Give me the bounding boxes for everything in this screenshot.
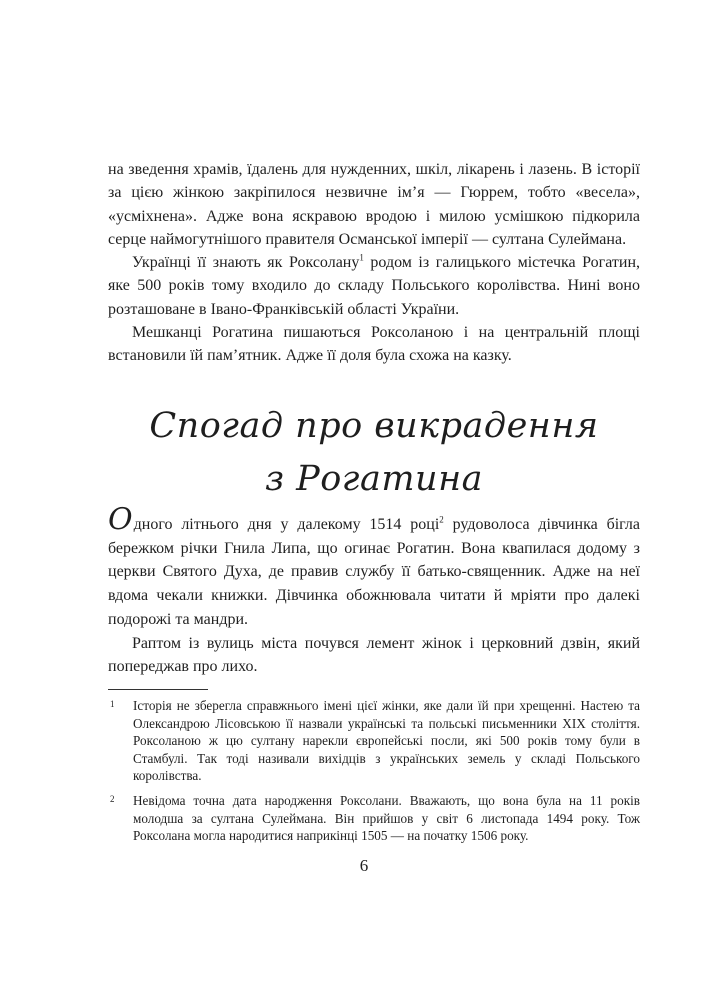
paragraph-monument: Мешканці Рогатина пишаються Роксоланою і на центральній площі встановили їй пам’ятник. Адже її доля була схожа на казку. xyxy=(108,324,640,365)
section-heading xyxy=(108,400,640,506)
story-paragraph-1-end: рудоволоса дівчинка бігла бережком річки Гнила Липа, що огинає Рогатин. Вона квапилася додому з церкви Святого Духа, де правив службу її батько-священник. Адже на неї вдома чекали книжки. Дівчинка обожнювала читати й мріяти про далекі подорожі та мандри. xyxy=(108,516,640,628)
paragraph-roxelana-text-end: родом із галицького містечка Рогатин, яке 500 років тому входило до складу Польського королівства. Нині воно розташоване в Івано-Франківській області України. xyxy=(108,254,641,318)
story-text xyxy=(108,502,640,679)
footnote-number-2: 2 xyxy=(110,793,115,804)
footnote-ref-1[interactable]: 1 xyxy=(359,252,364,263)
page-number: 6 xyxy=(359,856,369,875)
footnote-text-2: Невідома точна дата народження Роксолани. Вважають, що вона була на 11 років молодша за султана Сулеймана. Він прийшов у світ 6 листопада 1494 року. Тож Роксолана могла народитися наприкінці 1505 — на початку 1506 року. xyxy=(133,792,640,844)
footnote-number-1: 1 xyxy=(110,699,115,709)
footnotes xyxy=(108,697,640,852)
footnote-divider xyxy=(108,689,208,690)
footnote-1 xyxy=(108,697,640,785)
section-heading-line1: Спогад про викрадення xyxy=(149,406,599,446)
paragraph-hurrem: на зведення храмів, їдалень для нужденних, шкіл, лікарень і лазень. В історії за цією жінкою закріпилося незвичне ім’я — Гюррем, тобто «весела», «усміхнена». Адже вона яскравою вродою і милою усмішкою підкорила серце наймогутнішого правителя Османської імперії — султана Сулеймана. xyxy=(108,161,640,248)
footnote-ref-2[interactable]: 2 xyxy=(439,514,444,525)
footnote-text-1: Історія не зберегла справжнього імені цієї жінки, яке дали їй при хрещенні. Настею та Олександрою Лісовською її назвали українські та польські письменники XIX століття. Роксоланою ж цю султану нарекли європейські посли, які 500 років тому були в Стамбулі. Так тоді називали вихідців з українських земель у складі Польського королівства. xyxy=(133,698,640,784)
section-heading-line2: з Рогатина xyxy=(264,459,484,499)
footnote-2 xyxy=(108,792,640,845)
story-paragraph-1 xyxy=(108,502,640,632)
drop-cap: О xyxy=(108,502,133,537)
story-paragraph-2: Раптом із вулиць міста почувся лемент жінок і церковний дзвін, який попереджав про лихо. xyxy=(108,634,640,676)
paragraph-roxelana-text-start: Українці її знають як Роксолану xyxy=(132,254,360,272)
paragraph-roxelana-origin xyxy=(108,251,640,321)
story-paragraph-1-start: дного літнього дня у далекому 1514 році xyxy=(133,516,440,533)
intro-text xyxy=(108,158,640,368)
